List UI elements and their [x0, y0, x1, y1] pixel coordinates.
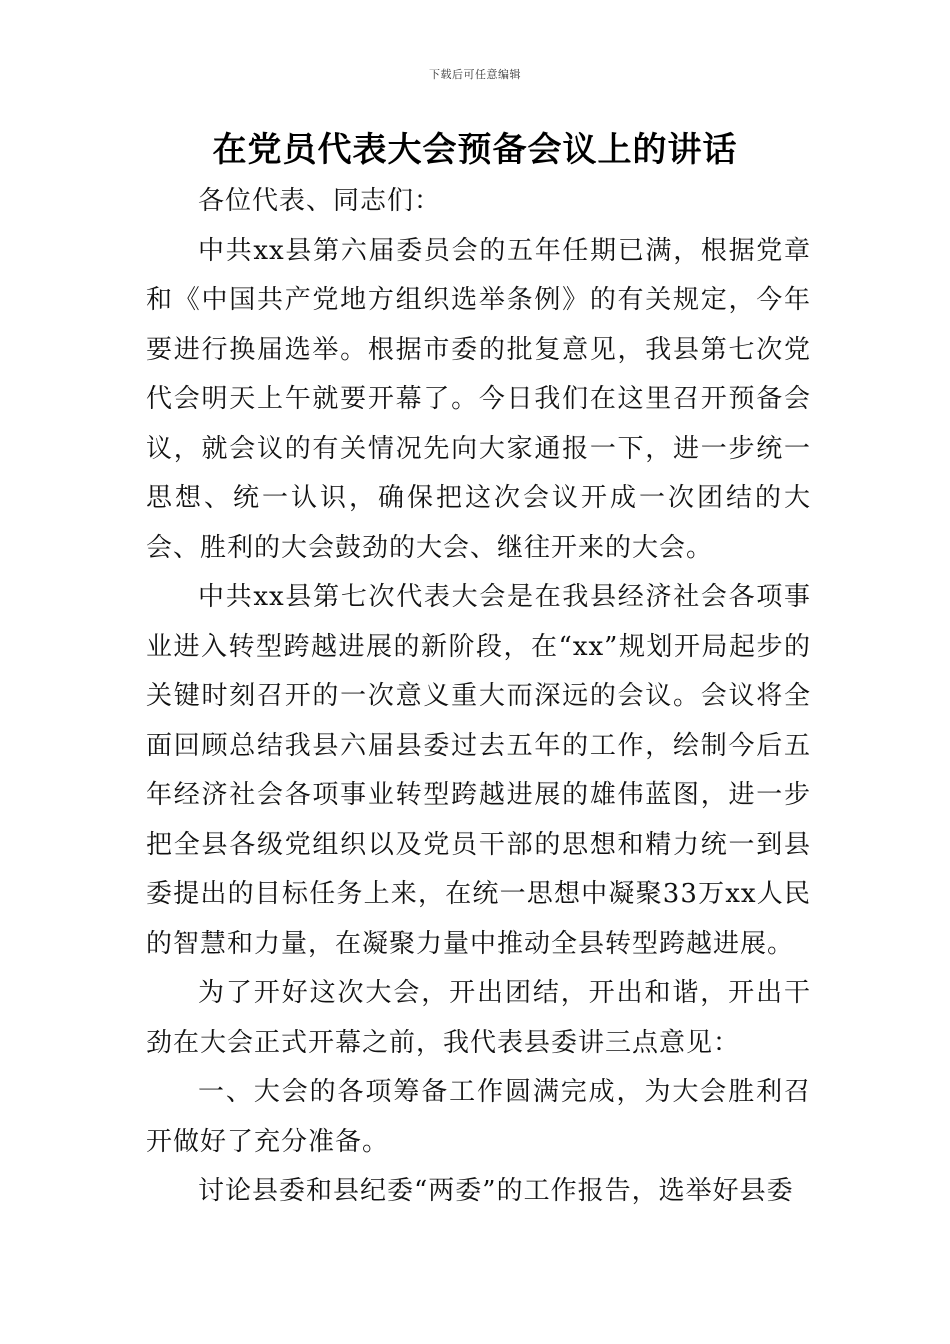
header-note: 下载后可任意编辑 — [429, 68, 521, 81]
paragraph-salutation: 各位代表、同志们： — [198, 186, 442, 216]
paragraph: 中共xx县第六届委员会的五年任期已满，根据党章和《中国共产党地方组织选举条例》的有关规定，今年要进行换届选举。根据市委的批复意见，我县第七次党代会明天上午就要开幕了。今日我们在这里召开预备会议，就会议的有关情况先向大家通报一下，进一步统一思想、统一认识，确保把这次会议开成一次团结的大会、胜利的大会鼓劲的大会、继往开来的大会。 — [146, 235, 811, 563]
paragraph: 讨论县委和县纪委“两委”的工作报告，选举好县委 — [198, 1176, 794, 1206]
document-title: 在党员代表大会预备会议上的讲话 — [212, 130, 738, 170]
paragraph-heading: 一、大会的各项筹备工作圆满完成，为大会胜利召开做好了充分准备。 — [146, 1077, 811, 1157]
paragraph: 为了开好这次大会，开出团结，开出和谐，开出干劲在大会正式开幕之前，我代表县委讲三点意见： — [146, 978, 811, 1058]
document-body — [146, 177, 811, 1217]
paragraph: 中共xx县第七次代表大会是在我县经济社会各项事业进入转型跨越进展的新阶段，在“xx”规划开局起步的关键时刻召开的一次意义重大而深远的会议。会议将全面回顾总结我县六届县委过去五年的工作，绘制今后五年经济社会各项事业转型跨越进展的雄伟蓝图，进一步把全县各级党组织以及党员干部的思想和精力统一到县委提出的目标任务上来，在统一思想中凝聚33万xx人民的智慧和力量，在凝聚力量中推动全县转型跨越进展。 — [146, 582, 811, 959]
